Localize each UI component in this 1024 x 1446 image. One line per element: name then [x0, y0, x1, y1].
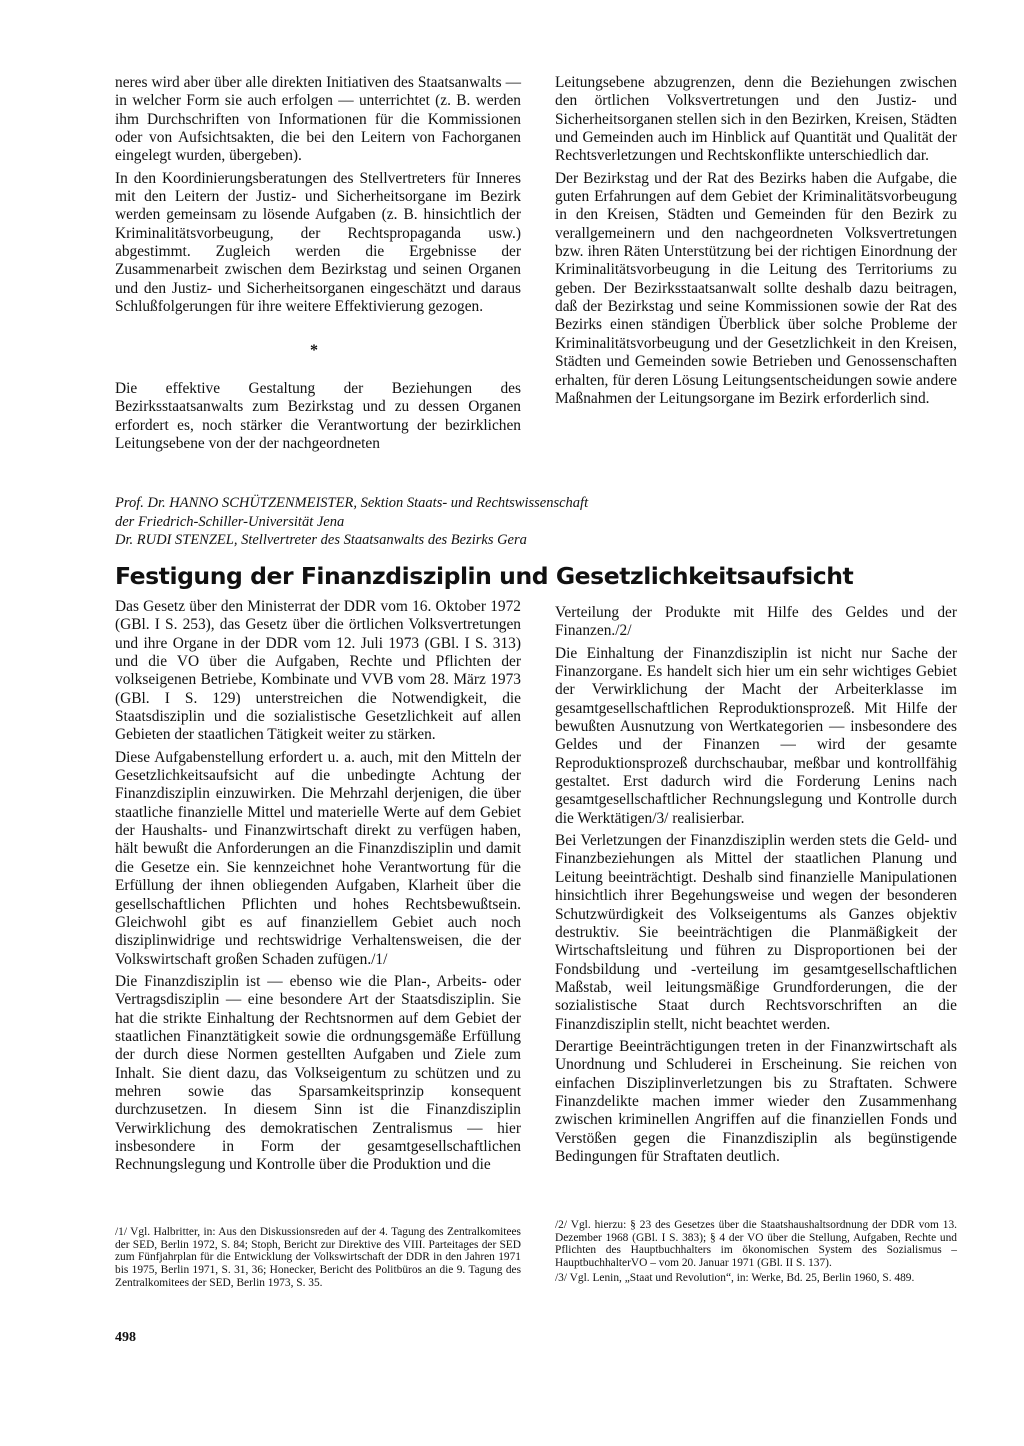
- paragraph: Das Gesetz über den Ministerrat der DDR vom 16. Oktober 1972 (GBl. I S. 253), das Gesetz über die örtlichen Volksvertretungen und ihre Organe in der DDR vom 12. Juli 1973 (GBl. I S. 313) und die VO über die Aufgaben, Rechte und Pflichten der volkseigenen Betriebe, Kombinate und VVB vom 28. März 1973 (GBl. I S. 129) unterstreichen die Notwendigkeit, die Staatsdisziplin und die sozialistische Gesetzlichkeit auf allen Gebieten der staatlichen Tätigkeit weiter zu stärken.: [115, 598, 521, 744]
- footnotes-right: [555, 1219, 957, 1287]
- author-line: Dr. RUDI STENZEL, Stellvertreter des Staatsanwalts des Bezirks Gera: [115, 532, 527, 548]
- article-title: Festigung der Finanzdisziplin und Gesetzlichkeitsaufsicht: [115, 562, 854, 590]
- top-left-column-continued: [115, 380, 521, 457]
- footnote: /3/ Vgl. Lenin, „Staat und Revolution“, in: Werke, Bd. 25, Berlin 1960, S. 489.: [555, 1271, 915, 1284]
- paragraph: Die Finanzdisziplin ist — ebenso wie die Plan-, Arbeits- oder Vertragsdisziplin — eine besondere Art der Staatsdisziplin. Sie hat die strikte Einhaltung der Rechtsnormen auf dem Gebiet der staatlichen Finanztätigkeit sowie die ordnungsgemäße Erfüllung der durch diese Normen gestellten Aufgaben und Ziele zum Inhalt. Sie dient dazu, das Volkseigentum zu schützen und zu mehren sowie das Sparsamkeitsprinzip konsequent durchzusetzen. In diesem Sinn ist die Finanzdisziplin Verwirklichung des demokratischen Zentralismus — hier insbesondere in Form der gesamtgesellschaftlichen Rechnungslegung und Kontrolle über die Produktion und die: [115, 972, 521, 1174]
- paragraph: Die effektive Gestaltung der Beziehungen des Bezirksstaatsanwalts zum Bezirkstag und zu dessen Organen erfordert es, noch stärker die Verantwortung der bezirklichen Leitungsebene von der der nachgeordneten: [115, 380, 521, 453]
- footnote: /1/ Vgl. Halbritter, in: Aus den Diskussionsreden auf der 4. Tagung des Zentralkomitees der SED, Berlin 1972, S. 84; Stoph, Bericht zur Direktive des VIII. Parteitages der SED zum Fünfjahrplan für die Entwicklung der Volkswirtschaft der DDR in den Jahren 1971 bis 1975, Berlin 1971, S. 31, 36; Honecker, Bericht des Politbüros an die 9. Tagung des Zentralkomitees der SED, Berlin 1973, S. 35.: [115, 1226, 521, 1289]
- paragraph: Diese Aufgabenstellung erfordert u. a. auch, mit den Mitteln der Gesetzlichkeitsaufsicht auf die unbedingte Achtung der Finanzdisziplin einzuwirken. Die Mehrzahl derjenigen, die über staatliche finanzielle Mittel und materielle Werte auf dem Gebiet der Haushalts- und Finanzwirtschaft direkt zu verfügen haben, hält bewußt die Anforderungen an die Finanzdisziplin und damit die Gesetze ein. Sie kennzeichnet hohe Verantwortung für die Erfüllung der ihnen obliegenden Aufgaben, Klarheit über die gesellschaftlichen Pflichten und hohes Rechtsbewußtsein. Gleichwohl gibt es auf finanziellem Gebiet auch noch disziplinwidrige und rechtswidrige Verhaltensweisen, die der Volkswirtschaft großen Schaden zufügen./1/: [115, 748, 521, 968]
- paragraph: neres wird aber über alle direkten Initiativen des Staatsanwalts — in welcher Form sie auch erfolgen — unterrichtet (z. B. werden ihm Durchschriften von Informationen für die Kommissionen oder von Aufsichtsakten, die bei den Leitern von Fachorganen eingelegt wurden, übergeben).: [115, 74, 521, 165]
- author-line: Prof. Dr. HANNO SCHÜTZENMEISTER, Sektion Staats- und Rechtswissenschaft: [115, 495, 589, 511]
- footnotes-left: [115, 1226, 521, 1292]
- author-block: [115, 494, 975, 550]
- page-number: 498: [115, 1330, 136, 1345]
- paragraph: Verteilung der Produkte mit Hilfe des Geldes und der Finanzen./2/: [555, 604, 957, 640]
- paragraph: In den Koordinierungsberatungen des Stellvertreters für Inneres mit den Leitern der Justiz- und Sicherheitsorgane im Bezirk werden gemeinsam zu lösende Aufgaben (z. B. hinsichtlich der Kriminalitätsvorbeugung, der Rechtspropaganda usw.) abgestimmt. Zugleich werden die Ergebnisse der Zusammenarbeit zwischen dem Bezirkstag und seinen Organen und den Justiz- und Sicherheitsorganen eingeschätzt und daraus Schlußfolgerungen für ihre weitere Effektivierung gezogen.: [115, 169, 521, 316]
- paragraph: Bei Verletzungen der Finanzdisziplin werden stets die Geld- und Finanzbeziehungen als Mittel der staatlichen Planung und Leitung beeinträchtigt. Deshalb sind finanzielle Manipulationen hinsichtlich ihrer Begehungsweise und wegen der besonderen Schutzwürdigkeit des Volkseigentums als Ganzes objektiv destruktiv. Sie beeinträchtigen die Planmäßigkeit der Wirtschaftsleitung und führen zu Disproportionen bei der Fondsbildung und -verteilung im gesamtgesellschaftlichen Maßstab, weil leitungsmäßige Grundforderungen, die der sozialistische Staat durch Rechtsvorschriften an die Finanzdisziplin stellt, nicht beachtet werden.: [555, 832, 957, 1033]
- article-left-column: [115, 598, 521, 1179]
- top-right-column: [555, 74, 957, 412]
- paragraph: Derartige Beeinträchtigungen treten in der Finanzwirtschaft als Unordnung und Schluderei in Erscheinung. Sie reichen von einfachen Disziplinverletzungen bis zu Straftaten. Schwere Finanzdelikte machen immer wieder den Zusammenhang zwischen kriminellen Angriffen auf die finanziellen Fonds und Verstößen gegen die Finanzdisziplin als begünstigende Bedingungen für Straftaten deutlich.: [555, 1037, 957, 1165]
- footnote: /2/ Vgl. hierzu: § 23 des Gesetzes über die Staatshaushaltsordnung der DDR vom 13. Dezember 1968 (GBl. I S. 383); § 4 der VO über die Stellung, Aufgaben, Rechte und Pflichten des Hauptbuchhalters im ökonomischen System des Sozialismus – HauptbuchhalterVO – vom 20. Januar 1971 (GBl. II S. 137).: [555, 1219, 957, 1270]
- paragraph: Die Einhaltung der Finanzdisziplin ist nicht nur Sache der Finanzorgane. Es handelt sich hier um ein sehr wichtiges Gebiet der Verwirklichung der Macht der Arbeiterklasse im gesamtgesellschaftlichen Reproduktionsprozeß. Mit Hilfe der bewußten Ausnutzung von Wertkategorien — insbesondere des Geldes und der Finanzen — wird der gesamte Reproduktionsprozeß durchschaubar, meßbar und kontrollfähig gestaltet. Erst dadurch wird die Forderung Lenins nach gesamtgesellschaftlicher Rechnungslegung und Kontrolle durch die Werktätigen/3/ realisierbar.: [555, 644, 957, 827]
- top-left-column: [115, 74, 521, 320]
- article-right-column: [555, 604, 957, 1170]
- author-line: der Friedrich-Schiller-Universität Jena: [115, 513, 345, 530]
- paragraph: Leitungsebene abzugrenzen, denn die Beziehungen zwischen den örtlichen Volksvertretungen und den Justiz- und Sicherheitsorganen stellen sich in den Bezirken, Kreisen, Städten und Gemeinden auch im Hinblick auf Quantität und Qualität der Rechtsverletzungen und Rechtskonflikte unterschiedlich dar.: [555, 74, 957, 165]
- paragraph: Der Bezirkstag und der Rat des Bezirks haben die Aufgabe, die guten Erfahrungen auf dem Gebiet der Kriminalitätsvorbeugung in den Kreisen, Städten und Gemeinden für den Bezirk zu verallgemeinern und den nachgeordneten Volksvertretungen bzw. ihren Räten Unterstützung bei der richtigen Einordnung der Kriminalitätsvorbeugung in die Leitung des Territoriums zu geben. Der Bezirksstaatsanwalt sollte deshalb dazu beitragen, daß der Bezirkstag und seine Kommissionen sowie der Rat des Bezirks einen ständigen Überblick über solche Probleme der Kriminalitätsvorbeugung und der Gesetzlichkeit in den Kreisen, Städten und Gemeinden sowie Betrieben und Genossenschaften erhalten, für deren Lösung Leitungsentscheidungen sowie andere Maßnahmen der Leitungsorgane im Bezirk erforderlich sind.: [555, 169, 957, 407]
- section-separator: *: [310, 342, 318, 359]
